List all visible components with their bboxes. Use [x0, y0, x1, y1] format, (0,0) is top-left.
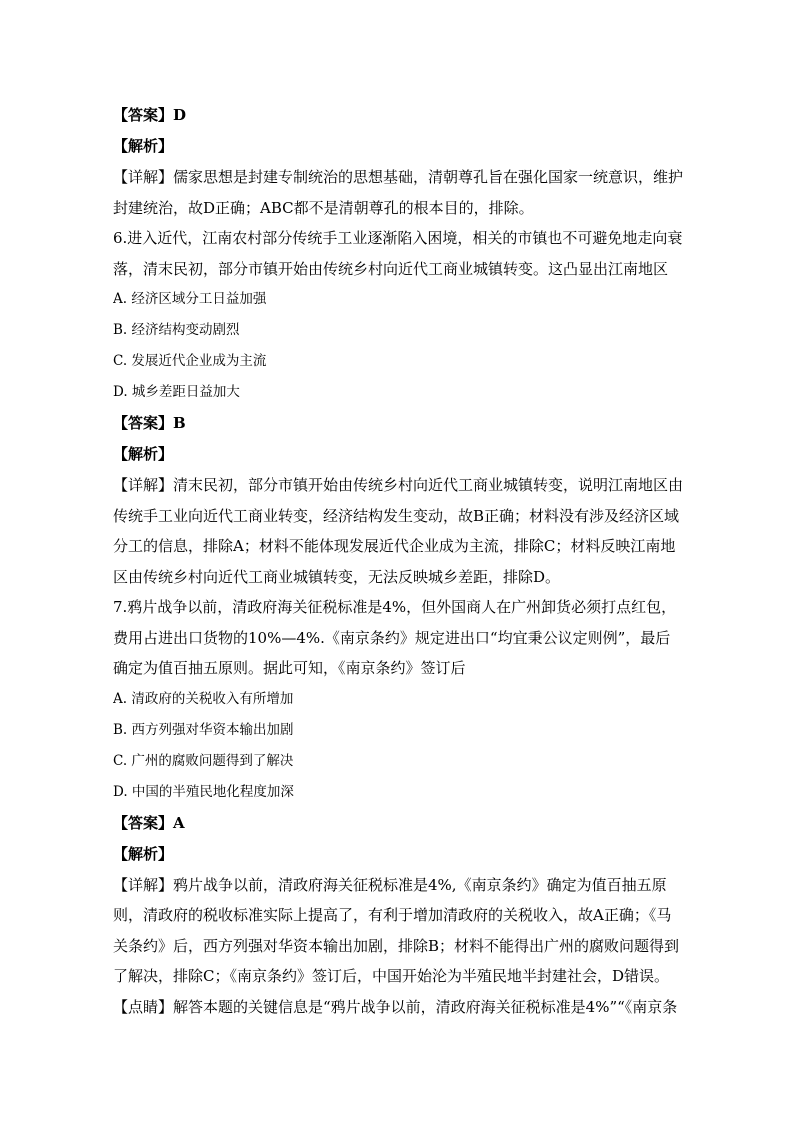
q6-answer: 【答案】B	[113, 414, 186, 432]
q5-detail: 【详解】儒家思想是封建专制统治的思想基础，清朝尊孔旨在强化国家一统意识，维护封建统治，故D正确；ABC都不是清朝尊孔的根本目的，排除。	[113, 168, 684, 217]
q6-option-c: C. 发展近代企业成为主流	[113, 353, 267, 369]
q7-stem: 7.鸦片战争以前，清政府海关征税标准是4%，但外国商人在广州卸货必须打点红包，费用占进出口货物的10%—4%.《南京条约》规定进出口“均宜秉公议定则例”，最后确定为值百抽五原则。据此可知，《南京条约》签订后	[113, 598, 677, 677]
q7-detail: 【详解】鸦片战争以前，清政府海关征税标准是4%,《南京条约》确定为值百抽五原则，清政府的税收标准实际上提高了，有利于增加清政府的关税收入，故A正确；《马关条约》后，西方列强对华资本输出加剧，排除B；材料不能得出广州的腐败问题得到了解决，排除C；《南京条约》签订后，中国开始沦为半殖民地半封建社会，D错误。	[113, 875, 680, 985]
document-page	[113, 100, 683, 1023]
q5-analysis-heading: 【解析】	[113, 137, 174, 155]
q6-analysis-heading: 【解析】	[113, 445, 174, 463]
q6-detail: 【详解】清末民初，部分市镇开始由传统乡村向近代工商业城镇转变，说明江南地区由传统手工业向近代工商业转变，经济结构发生变动，故B正确；材料没有涉及经济区域分工的信息，排除A；材料不能体现发展近代企业成为主流，排除C；材料反映江南地区由传统乡村向近代工商业城镇转变，无法反映城乡差距，排除D。	[113, 476, 684, 586]
q7-analysis-heading: 【解析】	[113, 844, 174, 863]
q6-stem: 6.进入近代，江南农村部分传统手工业逐渐陷入困境，相关的市镇也不可避免地走向衰落，清末民初，部分市镇开始由传统乡村向近代工商业城镇转变。这凸显出江南地区	[113, 229, 683, 278]
q6-option-a: A. 经济区域分工日益加强	[113, 291, 267, 307]
q7-option-b: B. 西方列强对华资本输出加剧	[113, 721, 294, 738]
q7-answer: 【答案】A	[113, 813, 185, 832]
q7-tip: 【点睛】解答本题的关键信息是“鸦片战争以前，清政府海关征税标准是4%”“《南京条	[113, 997, 678, 1016]
q6-option-d: D. 城乡差距日益加大	[113, 384, 240, 400]
q7-option-c: C. 广州的腐败问题得到了解决	[113, 752, 294, 769]
q7-option-a: A. 清政府的关税收入有所增加	[113, 690, 294, 707]
q5-answer: 【答案】D	[113, 106, 187, 124]
q7-option-d: D. 中国的半殖民地化程度加深	[113, 783, 294, 800]
q6-option-b: B. 经济结构变动剧烈	[113, 322, 240, 338]
